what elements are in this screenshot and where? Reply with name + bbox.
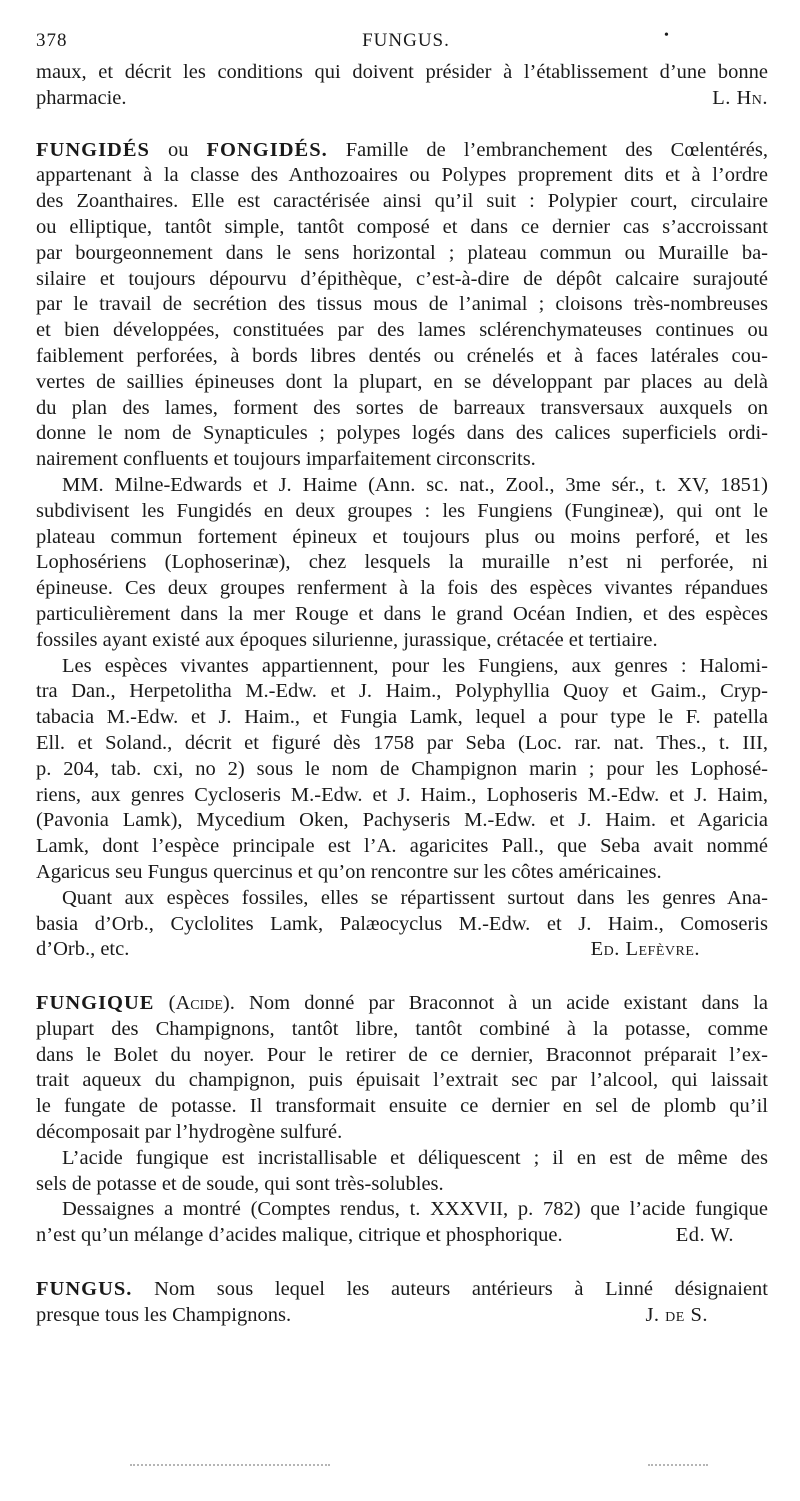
- text-line: MM. Milne-Edwards et J. Haime (Ann. sc. nat., Zool., 3me sér., t. XV, 1851): [62, 473, 768, 496]
- text-line-content: n’est qu’un mélange d’acides malique, citrique et phosphorique.: [36, 1224, 563, 1247]
- page-head-title: FUNGUS.: [362, 30, 450, 51]
- running-head: [36, 30, 776, 58]
- text-line: par bourgeonnement dans le sens horizontal ; plateau commun ou Muraille ba-: [36, 241, 768, 264]
- text-line: Les espèces vivantes appartiennent, pour les Fungiens, aux genres : Halomi-: [62, 654, 768, 677]
- text-line: plateau commun fortement épineux et toujours plus ou moins perforé, et les: [36, 525, 768, 548]
- text-line-content: pharmacie.: [36, 86, 127, 109]
- text-line: plupart des Champignons, tantôt libre, tantôt combiné à la potasse, comme: [36, 1017, 768, 1040]
- text-line: ou elliptique, tantôt simple, tantôt composé et dans ce dernier cas s’accroissant: [36, 215, 768, 238]
- entry-spacer: [36, 963, 768, 991]
- entry-headword-qualifier: (Acide).: [154, 992, 235, 1015]
- text-line: épineuse. Ces deux groupes renferment à la fois des espèces vivantes répandues: [36, 577, 768, 600]
- text-line: riens, aux genres Cycloseris M.-Edw. et J. Haim., Lophoseris M.-Edw. et J. Haim,: [36, 783, 768, 806]
- entry-fungides: [36, 138, 768, 964]
- entry-fungus: [36, 1277, 768, 1329]
- author-signature: J. de S.: [645, 1303, 708, 1326]
- text-line: sels de potasse et de soude, qui sont très-solubles.: [36, 1172, 444, 1195]
- text-line: et bien développées, constituées par des lames sclérenchymateuses continues ou: [36, 319, 768, 342]
- text-line: L’acide fungique est incristallisable et déliquescent ; il en est de même des: [62, 1146, 768, 1169]
- text-line: [36, 138, 768, 164]
- text-line: des Zoanthaires. Elle est caractérisée ainsi qu’il suit : Polypier court, circulaire: [36, 190, 768, 213]
- page-mark: •: [664, 28, 670, 43]
- text-line: Agaricus seu Fungus quercinus et qu’on rencontre sur les côtes américaines.: [36, 860, 662, 883]
- text-line: [36, 1303, 768, 1329]
- text-line: Ell. et Soland., décrit et figuré dès 1758 par Seba (Loc. rar. nat. Thes., t. III,: [36, 731, 768, 754]
- text-line: tra Dan., Herpetolitha M.-Edw. et J. Haim., Polyphyllia Quoy et Gaim., Cryp-: [36, 680, 768, 703]
- text-line: [36, 1277, 768, 1303]
- text-line: donne le nom de Synapticules ; polypes logés dans des calices superficiels ordi-: [36, 422, 768, 445]
- entry-headword: FUNGIQUE: [36, 992, 155, 1015]
- text-line: tabacia M.-Edw. et J. Haim., et Fungia Lamk, lequel a pour type le F. patella: [36, 706, 768, 729]
- text-line: appartenant à la classe des Anthozoaires ou Polypes proprement dits et à l’ordre: [36, 164, 768, 187]
- text-line: vertes de saillies épineuses dont la plupart, en se développant par places au delà: [36, 370, 768, 393]
- text-line-content: presque tous les Champignons.: [36, 1303, 292, 1326]
- text-line: nairement confluents et toujours imparfaitement circonscrits.: [36, 448, 536, 471]
- author-signature: Ed. Lefèvre.: [590, 938, 700, 961]
- entry-fungique: [36, 991, 768, 1249]
- text-line: [36, 1223, 768, 1249]
- headword-conjunction: ou: [149, 138, 207, 161]
- text-line: le fungate de potasse. Il transformait ensuite ce dernier en sel de plomb qu’il: [36, 1095, 768, 1118]
- footer-rule-right: [648, 1464, 708, 1466]
- text-line: basia d’Orb., Cyclolites Lamk, Palæocyclus M.-Edw. et J. Haim., Comoseris: [36, 912, 768, 935]
- text-line: (Pavonia Lamk), Mycedium Oken, Pachyseris M.-Edw. et J. Haim. et Agaricia: [36, 809, 768, 832]
- text-line-content: Famille de l’embranchement des Cœlentérés,: [345, 138, 768, 161]
- text-line: décomposait par l’hydrogène sulfuré.: [36, 1121, 343, 1144]
- text-line: [36, 937, 768, 963]
- text-line: subdivisent les Fungidés en deux groupes : les Fungiens (Fungineæ), qui ont le: [36, 499, 768, 522]
- footer-rule: [130, 1464, 330, 1466]
- text-line: du plan des lames, forment des sortes de barreaux transversaux auxquels on: [36, 396, 768, 419]
- page-number: 378: [36, 30, 68, 51]
- text-line: maux, et décrit les conditions qui doivent présider à l’établissement d’une bonne: [36, 61, 768, 83]
- text-line-content: Nom sous lequel les auteurs antérieurs à Linné désignaient: [154, 1278, 768, 1301]
- text-line: Quant aux espèces fossiles, elles se répartissent surtout dans les genres Ana-: [62, 886, 768, 909]
- text-line: par le travail de secrétion des tissus mous de l’animal ; cloisons très-nombreuses: [36, 293, 768, 316]
- entry-spacer: [36, 112, 768, 138]
- text-line-content: Nom donné par Braconnot à un acide existant dans la: [249, 992, 768, 1015]
- text-line: fossiles ayant existé aux époques silurienne, jurassique, crétacée et tertiaire.: [36, 628, 658, 651]
- entry-headword: FUNGUS.: [36, 1278, 133, 1301]
- intro-paragraph: [36, 60, 768, 112]
- entry-spacer: [36, 1249, 768, 1277]
- entry-headword-alt: FONGIDÉS.: [206, 138, 328, 161]
- text-line: trait aqueux du champignon, puis épuisait l’extrait sec par l’alcool, qui laissait: [36, 1069, 768, 1092]
- text-line: Dessaignes a montré (Comptes rendus, t. XXXVII, p. 782) que l’acide fungique: [62, 1198, 768, 1221]
- text-line: particulièrement dans la mer Rouge et dans le grand Océan Indien, et des espèces: [36, 602, 768, 625]
- text-line: [36, 991, 768, 1017]
- author-signature: L. Hn.: [712, 86, 768, 109]
- text-column: [36, 60, 768, 1329]
- text-line: p. 204, tab. cxi, no 2) sous le nom de Champignon marin ; pour les Lophosé-: [36, 757, 768, 780]
- text-line: [36, 86, 768, 112]
- text-line: faiblement perforées, à bords libres dentés ou crénelés et à faces latérales cou-: [36, 344, 768, 367]
- text-line: Lophosériens (Lophoserinæ), chez lesquels la muraille n’est ni perforée, ni: [36, 551, 768, 574]
- author-signature: Ed. W.: [675, 1224, 734, 1247]
- text-line: dans le Bolet du noyer. Pour le retirer de ce dernier, Braconnot préparait l’ex-: [36, 1043, 768, 1066]
- text-line-content: d’Orb., etc.: [36, 938, 130, 961]
- entry-headword: FUNGIDÉS: [36, 138, 150, 161]
- text-line: Lamk, dont l’espèce principale est l’A. agaricites Pall., que Seba avait nommé: [36, 835, 768, 858]
- text-line: silaire et toujours dépourvu d’épithèque, c’est-à-dire de dépôt calcaire surajouté: [36, 267, 768, 290]
